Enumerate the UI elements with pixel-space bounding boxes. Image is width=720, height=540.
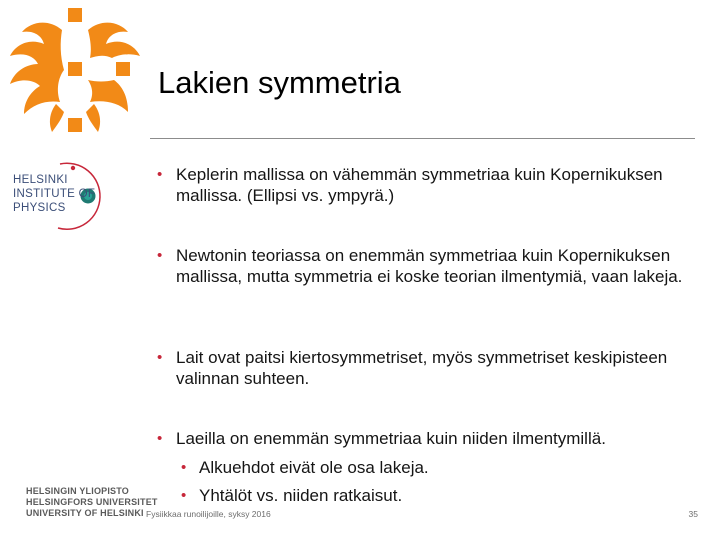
university-wordmark	[26, 486, 158, 519]
bullet-marker: •	[181, 487, 187, 504]
physics-logo-line-3: PHYSICS	[13, 202, 66, 214]
bullet-marker: •	[157, 430, 163, 447]
bullet-item	[157, 245, 705, 287]
page-number: 35	[688, 509, 698, 519]
title-divider	[150, 138, 695, 139]
bullet-marker: •	[157, 349, 163, 366]
university-flame-logo	[0, 0, 150, 140]
bullet-text: Laeilla on enemmän symmetriaa kuin niiden ilmentymillä.	[176, 429, 606, 448]
bullet-item	[157, 347, 705, 389]
bullet-text: Keplerin mallissa on vähemmän symmetriaa kuin Kopernikuksen mallissa. (Ellipsi vs. ympyrä.)	[176, 165, 663, 205]
footer-text: Fysiikkaa runoilijoille, syksy 2016	[146, 509, 271, 519]
sub-bullet-item	[181, 485, 701, 506]
bullet-marker: •	[157, 247, 163, 264]
slide-title: Lakien symmetria	[158, 64, 401, 100]
university-name-fi: HELSINGIN YLIOPISTO	[26, 486, 129, 496]
sub-bullet-item	[181, 457, 701, 478]
bullet-item	[157, 164, 705, 206]
university-name-en: UNIVERSITY OF HELSINKI	[26, 508, 144, 518]
bullet-item	[157, 428, 705, 449]
bullet-marker: •	[181, 459, 187, 476]
physics-institute-logo	[10, 158, 125, 233]
bullet-text: Newtonin teoriassa on enemmän symmetriaa kuin Kopernikuksen mallissa, mutta symmetria ei koske teorian ilmentymiä, vaan lakeja.	[176, 246, 683, 286]
university-name-sv: HELSINGFORS UNIVERSITET	[26, 497, 158, 507]
bullet-marker: •	[157, 166, 163, 183]
physics-logo-line-2: INSTITUTE OF	[13, 188, 96, 200]
sub-bullet-text: Yhtälöt vs. niiden ratkaisut.	[199, 486, 403, 505]
physics-logo-line-1: HELSINKI	[13, 174, 68, 186]
sub-bullet-text: Alkuehdot eivät ole osa lakeja.	[199, 458, 429, 477]
bullet-text: Lait ovat paitsi kiertosymmetriset, myös symmetriset keskipisteen valinnan suhteen.	[176, 348, 668, 388]
